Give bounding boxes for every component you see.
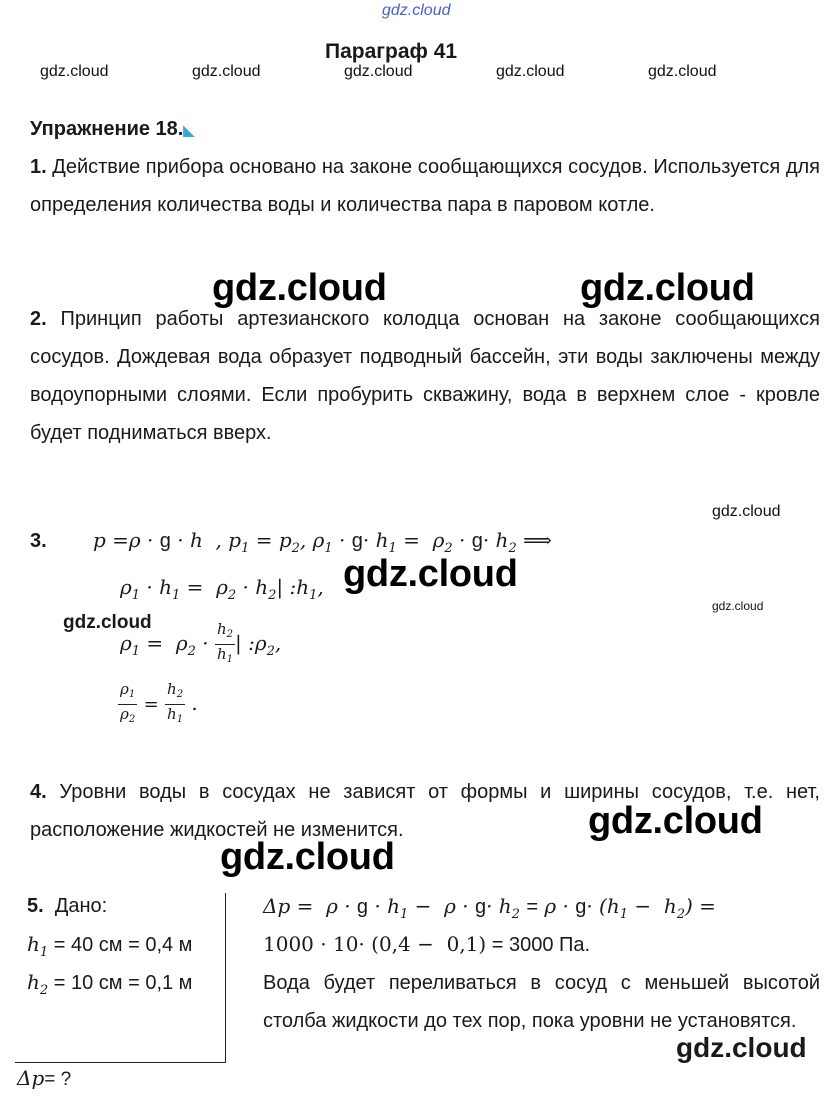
given-divider-vertical [225, 893, 226, 1063]
watermark: gdz.cloud [648, 63, 717, 80]
answer-text: Принцип работы артезианского колодца основан на законе сообщающихся сосудов. Дождевая вода образует подводный бассейн, эти воды заключены между водоупорными слоями. Если пробурить скважину, вода в верхнем слое - кровле будет подниматься вверх. [30, 308, 821, 444]
watermark: gdz.cloud [712, 599, 764, 613]
answer-number: 4. [30, 781, 47, 803]
watermark: gdz.cloud [63, 612, 152, 633]
exercise-heading-text: Упражнение 18. [30, 118, 184, 140]
watermark: gdz.cloud [40, 63, 109, 80]
answer-number: 3. [30, 530, 47, 552]
answer-text: Уровни воды в сосудах не зависят от формы и ширины сосудов, т.е. нет, расположение жидкостей не изменится. [30, 781, 820, 841]
watermark: gdz.cloud [712, 503, 781, 520]
find-line: Δp= ? [17, 1066, 72, 1090]
fraction: $\frac{h_2}{h_1}$ [217, 620, 234, 665]
solution-result: = 3000 Па. [491, 934, 591, 956]
answer-text: Действие прибора основано на законе сообщающихся сосудов. Используется для определения количества воды и количества пара в паровом котле. [30, 156, 820, 216]
watermark: gdz.cloud [220, 836, 395, 878]
given-h2-value: = 10 см = 0,1 м [53, 972, 193, 994]
answer-1 [30, 148, 820, 224]
watermark: gdz.cloud [343, 553, 518, 595]
find-value: = ? [44, 1069, 72, 1090]
formula-line-4: $\frac{\rho_1}{\rho_2}$ = $\frac{h_2}{h_1}$ . [118, 680, 198, 729]
heading-mark-icon: ◣ [183, 122, 195, 138]
answer-number: 1. [30, 156, 47, 178]
formula-line-2: $\rho_1 \cdot h_1 = \rho_2 \cdot h_2|$ $:h_1$, [120, 575, 324, 603]
given-block [27, 895, 107, 918]
answer-number: 5. [27, 895, 44, 917]
solution-conclusion: Вода будет переливаться в сосуд с меньшей высотой столба жидкости до тех пор, пока уровни не установятся. [263, 972, 820, 1032]
answer-number: 2. [30, 308, 47, 330]
answer-2 [30, 300, 820, 452]
solution-formula-2: 1000 · 10· (0,4 − 0,1) = 3000 Па. [263, 932, 591, 956]
given-h1-value: = 40 см = 0,4 м [53, 934, 193, 956]
given-label: Дано: [54, 895, 108, 917]
watermark: gdz.cloud [580, 267, 755, 309]
watermark: gdz.cloud [192, 63, 261, 80]
watermark: gdz.cloud [676, 1032, 807, 1063]
exercise-heading [30, 118, 194, 141]
given-h2: $h_2 = 10$ см = 0,1 м [27, 970, 193, 998]
watermark: gdz.cloud [212, 267, 387, 309]
fraction: $\frac{h_2}{h_1}$ [167, 680, 184, 725]
page-title: Параграф 41 [325, 40, 458, 63]
given-divider-horizontal [15, 1062, 226, 1063]
solution-formula-1: $\Delta p = \rho \cdot g \cdot h_1 - \rho \cdot g\cdot h_2 = \rho \cdot g\cdot (h_1 - h_2)$ = [263, 894, 716, 922]
formula-line-1: p =ρ · g · h , $p_1 = p_2$, $\rho_1 \cdot g\cdot h_1 = \rho_2 \cdot g\cdot h_2$ ⟹ [93, 528, 552, 556]
watermark: gdz.cloud [344, 63, 413, 80]
fraction: $\frac{\rho_1}{\rho_2}$ [120, 680, 136, 725]
watermark-top: gdz.cloud [382, 2, 451, 19]
formula-line-3: $\rho_1 = \rho_2$ · $\frac{h_2}{h_1}$ | $:\rho_2$, [120, 620, 281, 669]
watermark: gdz.cloud [496, 63, 565, 80]
watermark: gdz.cloud [588, 800, 763, 842]
given-h1: $h_1 = 40$ см = 0,4 м [27, 932, 193, 960]
